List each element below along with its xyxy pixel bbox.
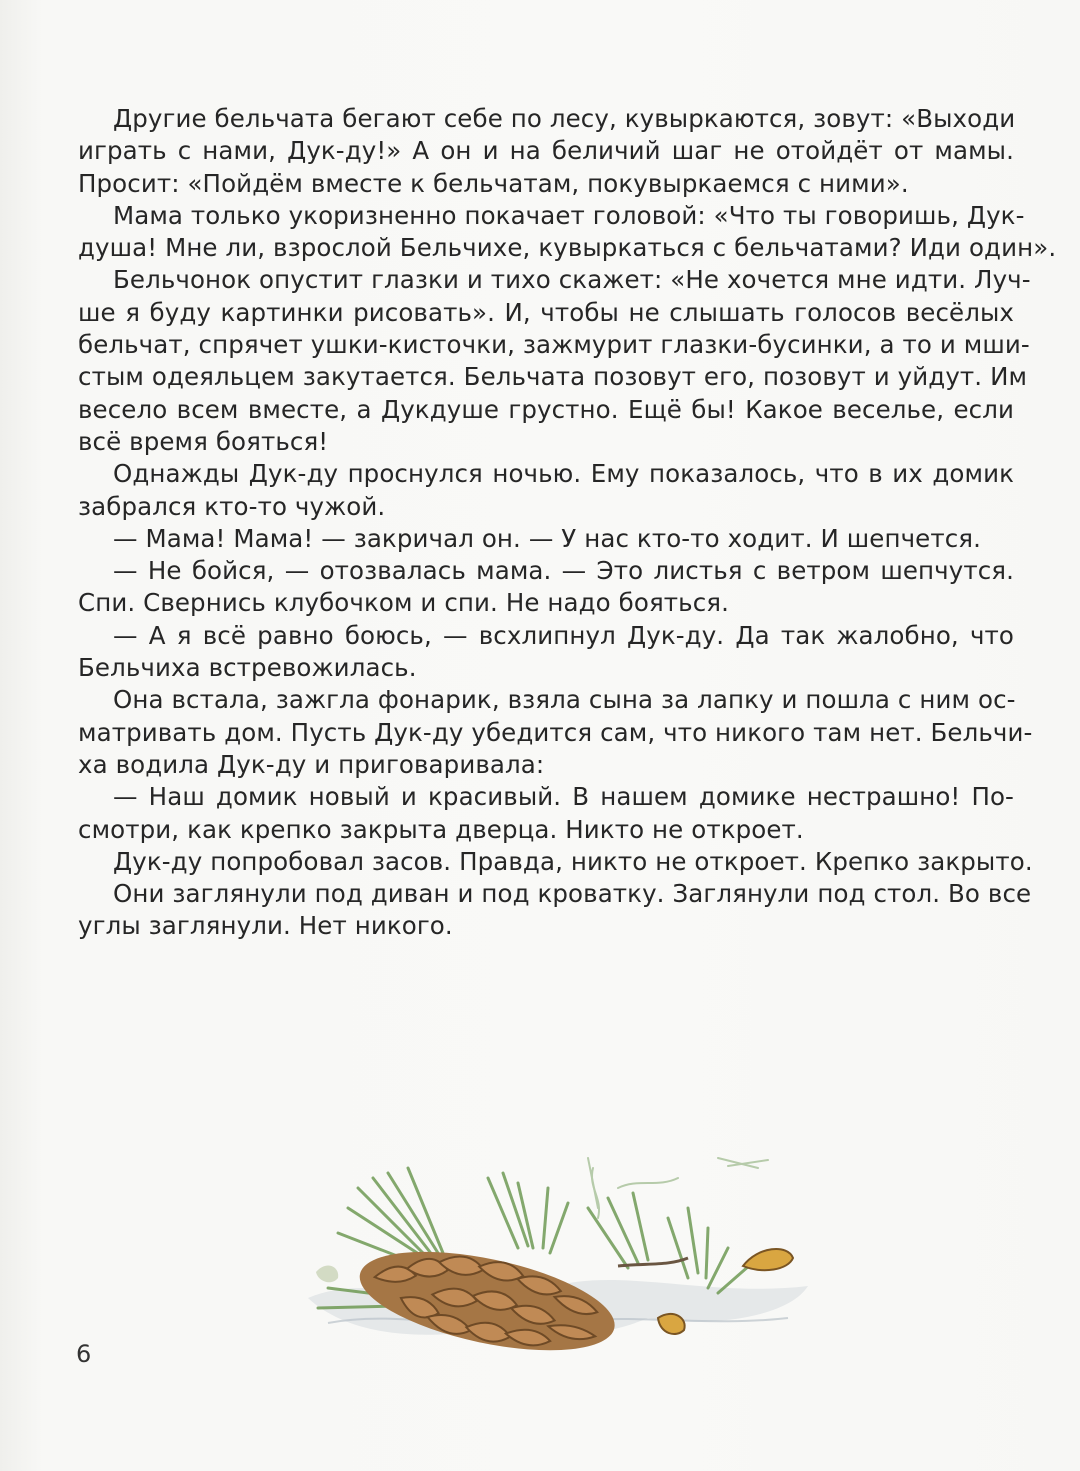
paragraph <box>78 878 1032 943</box>
story-text <box>78 103 1057 943</box>
text-line: ше я буду картинки рисовать». И, чтобы не слышать голосов весёлых <box>78 297 1014 327</box>
text-line: Бельчонок опустит глазки и тихо скажет: «Не хочется мне идти. Луч- <box>113 265 1031 295</box>
text-line: весело всем вместе, а Дукдуше грустно. Ещё бы! Какое веселье, если <box>78 394 1014 424</box>
text-line: — Не бойся, — отозвалась мама. — Это листья с ветром шепчутся. <box>113 556 1014 586</box>
paragraph <box>78 555 1014 620</box>
text-line: забрался кто-то чужой. <box>78 491 386 521</box>
paragraph <box>78 458 1014 523</box>
text-line: Она встала, зажгла фонарик, взяла сына за лапку и пошла с ним ос- <box>113 685 1016 715</box>
paragraph <box>78 781 1014 846</box>
text-line: смотри, как крепко закрыта дверца. Никто не откроет. <box>78 814 804 844</box>
paragraph <box>78 523 1014 555</box>
text-line: стым одеяльцем закутается. Бельчата позовут его, позовут и уйдут. Им <box>78 362 1028 392</box>
paragraph <box>78 684 1033 781</box>
paragraph <box>78 264 1031 458</box>
text-line: углы заглянули. Нет никого. <box>78 911 453 941</box>
paragraph <box>78 200 1057 265</box>
text-line: Бельчиха встревожилась. <box>78 653 417 683</box>
text-line: Дук-ду попробовал засов. Правда, никто не откроет. Крепко закрыто. <box>113 846 1033 876</box>
text-line: ха водила Дук-ду и приговаривала: <box>78 749 545 779</box>
text-line: Они заглянули под диван и под кроватку. Заглянули под стол. Во все <box>113 879 1032 909</box>
pine-cone-icon <box>288 1148 824 1368</box>
text-line: бельчат, спрячет ушки-кисточки, зажмурит глазки-бусинки, а то и мши- <box>78 330 1030 360</box>
text-line: Другие бельчата бегают себе по лесу, кувыркаются, зовут: «Выходи <box>113 104 1016 133</box>
text-line: — Наш домик новый и красивый. В нашем домике нестрашно! По- <box>113 782 1014 812</box>
text-line: Просит: «Пойдём вместе к бельчатам, покувыркаемся с ними». <box>78 168 909 198</box>
text-line: матривать дом. Пусть Дук-ду убедится сам, что никого там нет. Бельчи- <box>78 717 1033 747</box>
paragraph <box>78 103 1014 200</box>
text-line: — А я всё равно боюсь, — всхлипнул Дук-ду. Да так жалобно, что <box>113 620 1014 650</box>
text-line: — Мама! Мама! — закричал он. — У нас кто-то ходит. И шепчется. <box>113 523 982 553</box>
text-line: Однажды Дук-ду проснулся ночью. Ему показалось, что в их домик <box>113 459 1014 489</box>
text-line: Спи. Свернись клубочком и спи. Не надо бояться. <box>78 588 729 618</box>
pine-cone-illustration <box>288 1148 824 1368</box>
paragraph <box>78 846 1033 878</box>
text-line: Мама только укоризненно покачает головой: «Что ты говоришь, Дук- <box>113 200 1025 230</box>
text-line: играть с нами, Дук-ду!» А он и на беличий шаг не отойдёт от мамы. <box>78 136 1014 166</box>
paragraph <box>78 620 1014 685</box>
page-number: 6 <box>76 1340 92 1368</box>
text-line: душа! Мне ли, взрослой Бельчихе, кувыркаться с бельчатами? Иди один». <box>78 233 1057 263</box>
text-line: всё время бояться! <box>78 426 329 456</box>
